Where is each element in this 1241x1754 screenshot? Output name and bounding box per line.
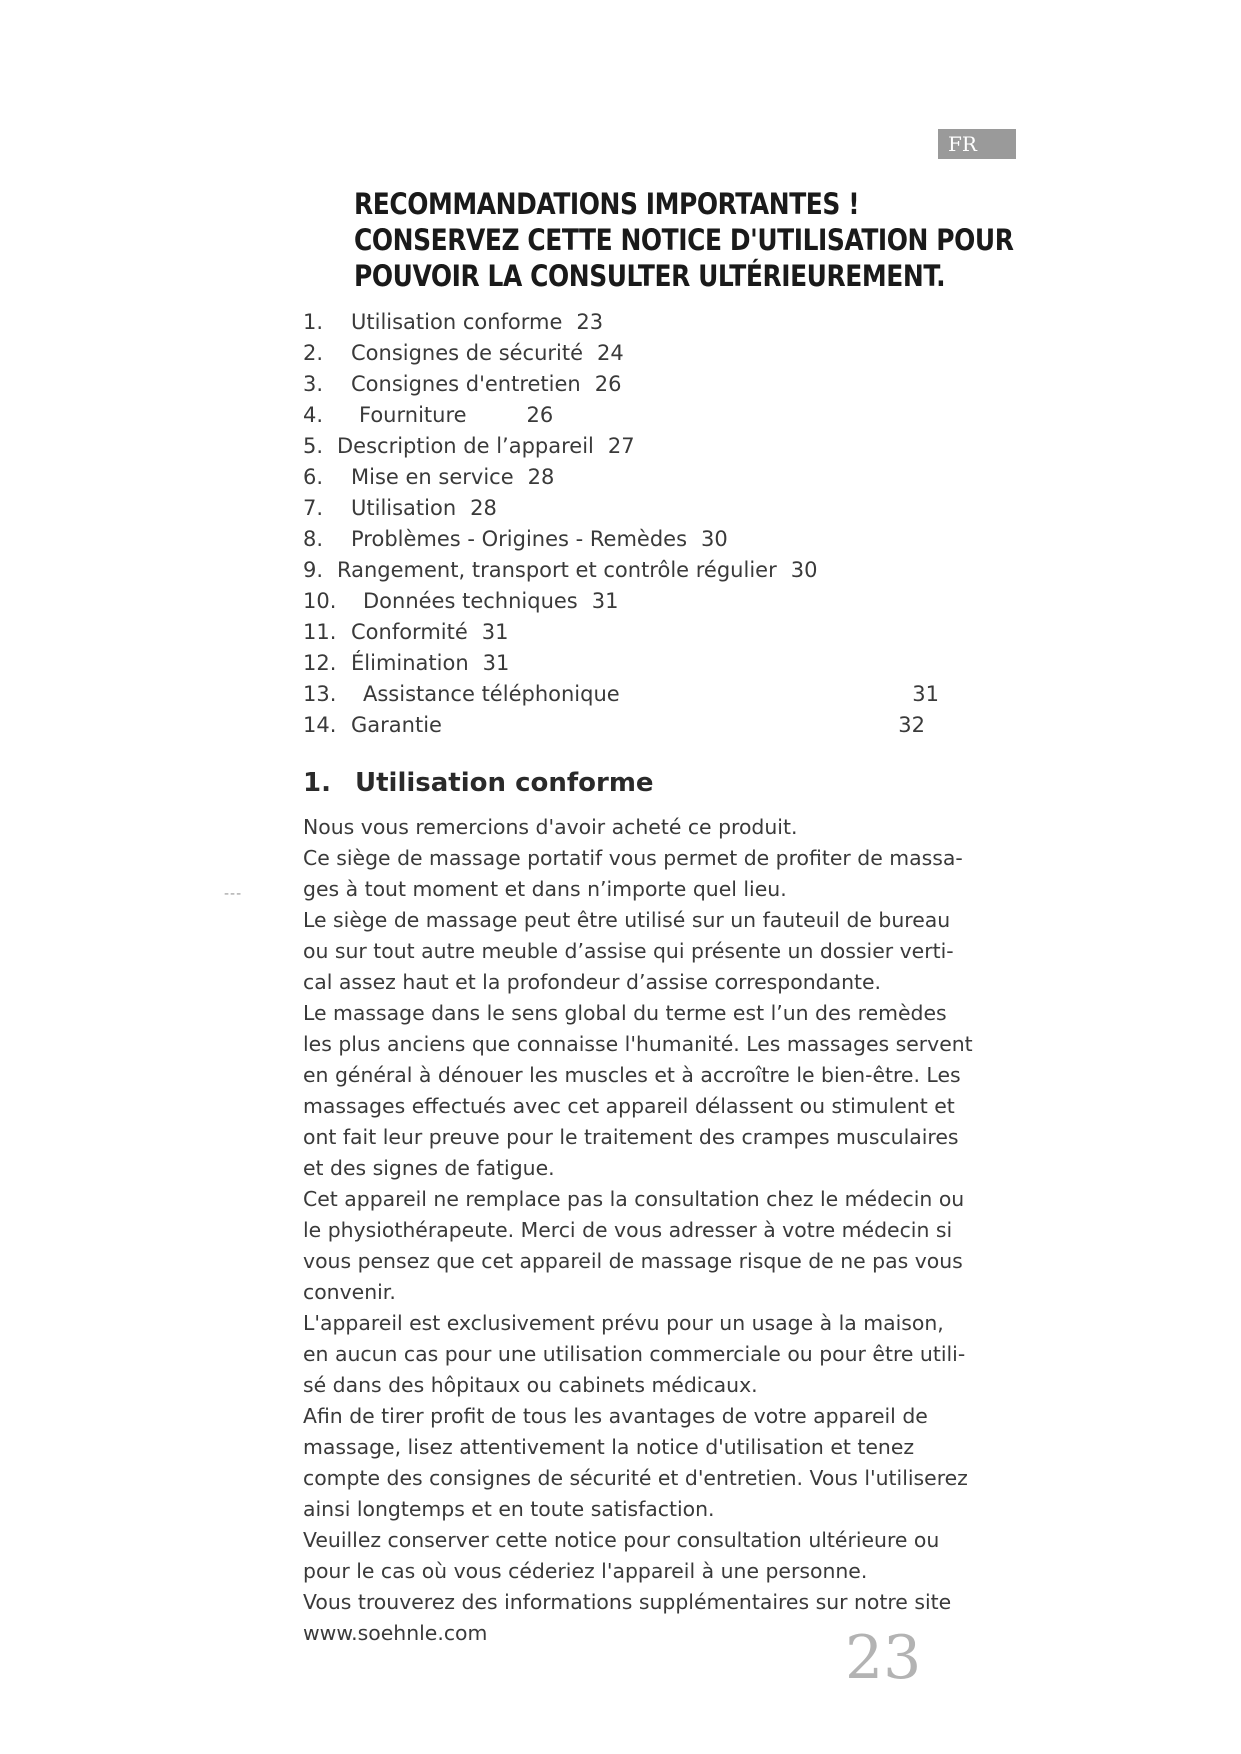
body-line: Afin de tirer profit de tous les avantages de votre appareil de	[303, 1404, 928, 1428]
toc-number: 2.	[303, 341, 324, 365]
toc-label: Utilisation	[351, 496, 457, 520]
toc-item	[303, 648, 943, 679]
toc-page: 31	[482, 651, 510, 675]
toc-item	[303, 617, 943, 648]
website-link[interactable]: www.soehnle.com	[303, 1621, 488, 1645]
toc-label: Conformité	[351, 620, 468, 644]
body-line: et des signes de fatigue.	[303, 1156, 555, 1180]
toc-item	[303, 710, 925, 741]
body-line: L'appareil est exclusivement prévu pour un usage à la maison,	[303, 1311, 944, 1335]
toc-number: 1.	[303, 310, 324, 334]
toc-label: Mise en service	[351, 465, 514, 489]
toc-page: 31	[481, 620, 509, 644]
toc-item	[303, 524, 943, 555]
margin-mark: ---	[224, 886, 243, 902]
page-title	[354, 186, 1014, 294]
body-line: cal assez haut et la profondeur d’assise correspondante.	[303, 970, 882, 994]
toc-item	[303, 462, 943, 493]
toc-label: Description de l’appareil	[337, 434, 594, 458]
body-line: Cet appareil ne remplace pas la consultation chez le médecin ou	[303, 1187, 965, 1211]
body-line: en général à dénouer les muscles et à accroître le bien-être. Les	[303, 1063, 961, 1087]
toc-number: 9.	[303, 558, 324, 582]
toc-item	[303, 493, 943, 524]
toc-label: Garantie	[351, 713, 442, 737]
body-line: convenir.	[303, 1280, 396, 1304]
toc-page: 30	[701, 527, 728, 551]
body-line: sé dans des hôpitaux ou cabinets médicaux.	[303, 1373, 758, 1397]
toc-label: Consignes de sécurité	[351, 341, 584, 365]
toc-number: 6.	[303, 465, 324, 489]
toc-label: Utilisation conforme	[351, 310, 563, 334]
toc-item	[303, 338, 943, 369]
toc-number: 13.	[303, 682, 337, 706]
toc-page: 24	[597, 341, 624, 365]
toc-item	[303, 400, 943, 431]
body-line: compte des consignes de sécurité et d'entretien. Vous l'utiliserez	[303, 1466, 968, 1490]
toc-page: 26	[526, 403, 554, 427]
toc-label: Consignes d'entretien	[351, 372, 581, 396]
body-line: ges à tout moment et dans n’importe quel lieu.	[303, 877, 787, 901]
toc-label: Problèmes - Origines - Remèdes	[351, 527, 688, 551]
toc-number: 8.	[303, 527, 324, 551]
body-text	[303, 812, 973, 1649]
toc-item	[303, 586, 943, 617]
body-line: Le siège de massage peut être utilisé sur un fauteuil de bureau	[303, 908, 951, 932]
toc-number: 12.	[303, 651, 337, 675]
toc-label: Données techniques	[363, 589, 578, 613]
toc-page: 31	[591, 589, 619, 613]
section-title: Utilisation conforme	[355, 768, 654, 798]
toc-number: 5.	[303, 434, 324, 458]
body-line: ont fait leur preuve pour le traitement des crampes musculaires	[303, 1125, 959, 1149]
toc-number: 7.	[303, 496, 324, 520]
body-line: les plus anciens que connaisse l'humanité. Les massages servent	[303, 1032, 973, 1056]
body-line: massages effectués avec cet appareil délassent ou stimulent et	[303, 1094, 955, 1118]
toc-label: Élimination	[351, 651, 469, 675]
body-line: Nous vous remercions d'avoir acheté ce produit.	[303, 815, 798, 839]
toc-item	[303, 431, 943, 462]
toc-page: 27	[607, 434, 635, 458]
toc-label: Fourniture	[359, 403, 467, 427]
body-line: en aucun cas pour une utilisation commerciale ou pour être utili-	[303, 1342, 966, 1366]
toc-label: Rangement, transport et contrôle régulier	[337, 558, 777, 582]
title-line: CONSERVEZ CETTE NOTICE D'UTILISATION POUR	[354, 223, 1014, 257]
toc-number: 11.	[303, 620, 337, 644]
body-line: Veuillez conserver cette notice pour consultation ultérieure ou	[303, 1528, 940, 1552]
body-line: Ce siège de massage portatif vous permet de profiter de massa-	[303, 846, 963, 870]
toc-number: 14.	[303, 713, 337, 737]
section-number: 1.	[303, 768, 331, 798]
toc-number: 3.	[303, 372, 324, 396]
toc-item	[303, 307, 943, 338]
toc-page: 32	[898, 713, 925, 737]
body-line: massage, lisez attentivement la notice d'utilisation et tenez	[303, 1435, 915, 1459]
toc-item	[303, 555, 943, 586]
toc-number: 10.	[303, 589, 337, 613]
section-heading	[303, 768, 654, 798]
toc-page: 28	[527, 465, 555, 489]
body-line: vous pensez que cet appareil de massage risque de ne pas vous	[303, 1249, 963, 1273]
body-line: ainsi longtemps et en toute satisfaction.	[303, 1497, 715, 1521]
title-line: RECOMMANDATIONS IMPORTANTES !	[354, 187, 860, 221]
toc-page: 23	[576, 310, 604, 334]
table-of-contents	[303, 307, 943, 741]
toc-number: 4.	[303, 403, 324, 427]
body-line: pour le cas où vous céderiez l'appareil à une personne.	[303, 1559, 868, 1583]
body-line: le physiothérapeute. Merci de vous adresser à votre médecin si	[303, 1218, 953, 1242]
toc-page: 31	[912, 682, 939, 706]
body-line: Le massage dans le sens global du terme est l’un des remèdes	[303, 1001, 947, 1025]
page-number: 23	[845, 1623, 922, 1693]
body-line: ou sur tout autre meuble d’assise qui présente un dossier verti-	[303, 939, 954, 963]
toc-page: 30	[790, 558, 818, 582]
toc-label: Assistance téléphonique	[363, 682, 620, 706]
toc-item	[303, 369, 943, 400]
title-line: POUVOIR LA CONSULTER ULTÉRIEUREMENT.	[354, 259, 946, 293]
toc-page: 28	[470, 496, 497, 520]
toc-page: 26	[594, 372, 622, 396]
toc-item	[303, 679, 939, 710]
language-tab: FR	[938, 129, 1016, 159]
body-line: Vous trouverez des informations supplémentaires sur notre site	[303, 1590, 952, 1614]
